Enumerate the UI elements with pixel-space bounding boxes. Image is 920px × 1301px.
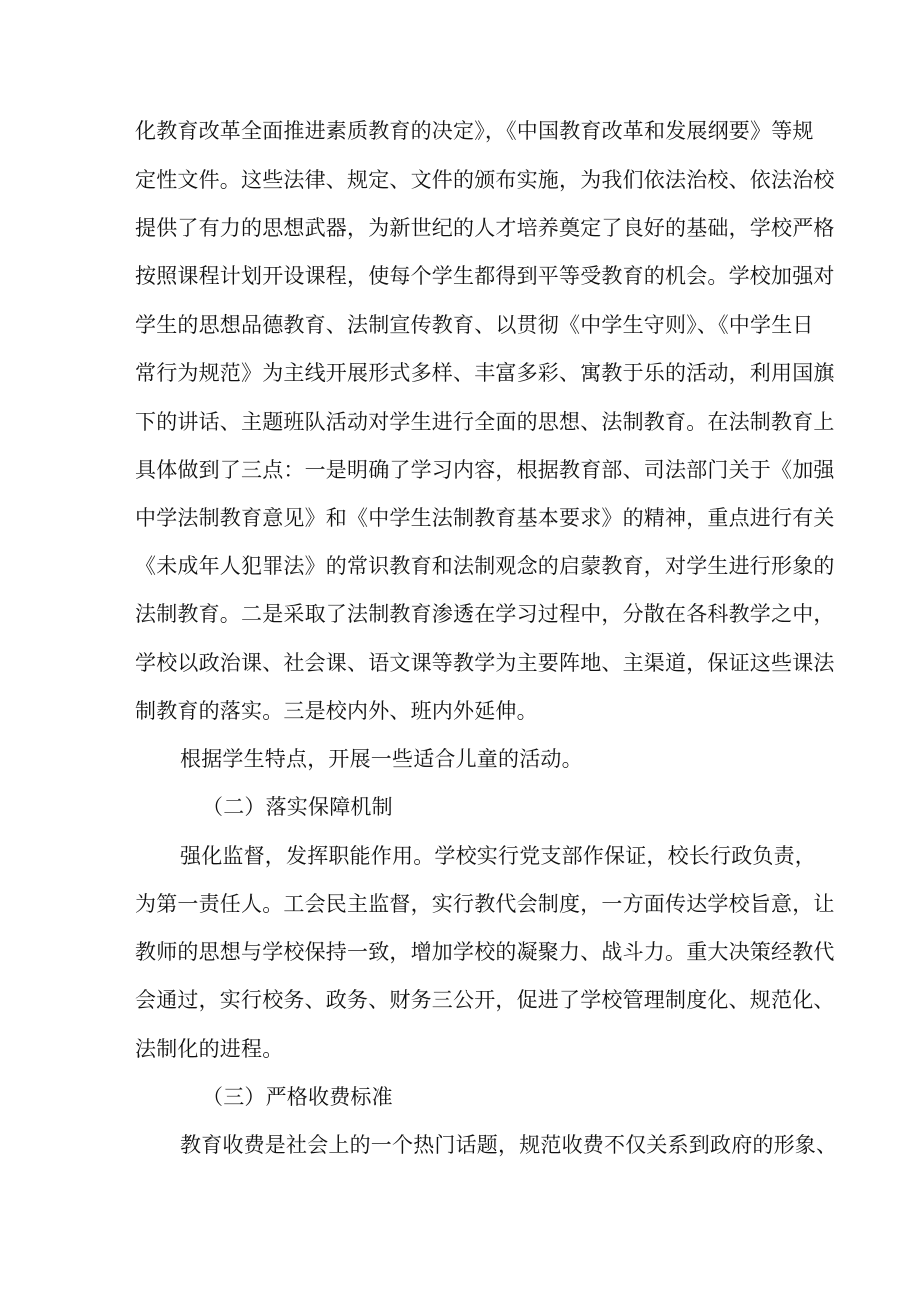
text-line: 法制教育。二是采取了法制教育渗透在学习过程中，分散在各科教学之中， [135, 602, 835, 626]
text-line: 下的讲话、主题班队活动对学生进行全面的思想、法制教育。在法制教育上 [135, 410, 835, 434]
text-line: 提供了有力的思想武器，为新世纪的人才培养奠定了良好的基础，学校严格 [135, 216, 835, 240]
text-line: 具体做到了三点：一是明确了学习内容，根据教育部、司法部门关于《加强 [135, 458, 835, 482]
section-heading: （二）落实保障机制 [202, 795, 393, 819]
text-line: 法制化的进程。 [135, 1037, 284, 1061]
paragraph-line: 强化监督，发挥职能作用。学校实行党支部作保证，校长行政负责， [180, 844, 816, 868]
text-line: 常行为规范》为主线开展形式多样、丰富多彩、寓教于乐的活动，利用国旗 [135, 361, 835, 385]
text-line: 定性文件。这些法律、规定、文件的颁布实施，为我们依法治校、依法治校 [135, 168, 835, 192]
text-line: 制教育的落实。三是校内外、班内外延伸。 [135, 699, 538, 723]
text-line: 学校以政治课、社会课、语文课等教学为主要阵地、主渠道，保证这些课法 [135, 651, 835, 675]
text-line: 教师的思想与学校保持一致，增加学校的凝聚力、战斗力。重大决策经教代 [135, 940, 835, 964]
paragraph-line: 教育收费是社会上的一个热门话题，规范收费不仅关系到政府的形象、 [180, 1133, 838, 1157]
text-line: 《未成年人犯罪法》的常识教育和法制观念的启蒙教育，对学生进行形象的 [135, 554, 835, 578]
text-line: 中学法制教育意见》和《中学生法制教育基本要求》的精神，重点进行有关 [135, 506, 835, 530]
text-line: 为第一责任人。工会民主监督，实行教代会制度，一方面传达学校旨意，让 [135, 892, 835, 916]
section-heading: （三）严格收费标准 [202, 1085, 393, 1109]
text-line: 按照课程计划开设课程，使每个学生都得到平等受教育的机会。学校加强对 [135, 264, 835, 288]
text-line: 化教育改革全面推进素质教育的决定》，《中国教育改革和发展纲要》等规 [135, 119, 814, 143]
paragraph-line: 根据学生特点，开展一些适合儿童的活动。 [180, 747, 583, 771]
text-line: 会通过，实行校务、政务、财务三公开，促进了学校管理制度化、规范化、 [135, 988, 835, 1012]
text-line: 学生的思想品德教育、法制宣传教育、以贯彻《中学生守则》、《中学生日 [135, 313, 814, 337]
